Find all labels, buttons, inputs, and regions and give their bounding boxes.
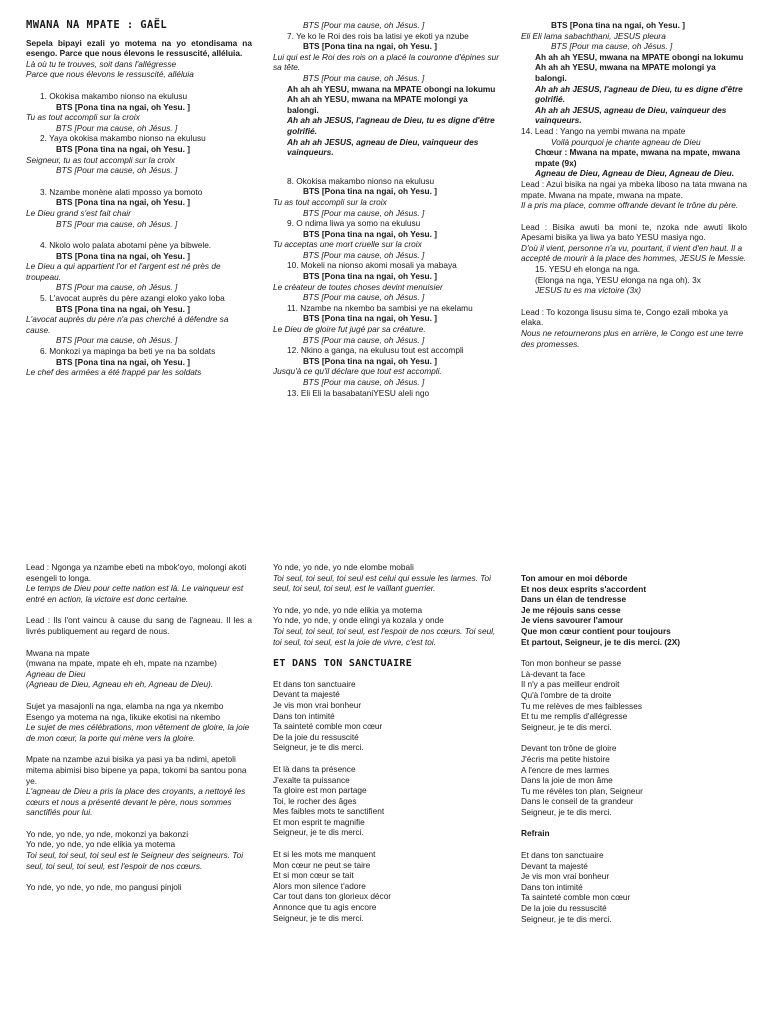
stanza-line: Dans ton intimité [273, 710, 335, 721]
verse-line: 11. Nzambe na nkembo ba sambisi ye na ekelamu [287, 302, 473, 313]
stanza-line: Et si mon cœur se tait [273, 870, 354, 881]
verse-line: 2. Yaya okokisa makambo nionso na ekulusu [40, 133, 206, 144]
stanza-line: Et nos deux esprits s'accordent [521, 583, 647, 594]
verse-translation: Voilà pourquoi je chante agneau de Dieu [551, 136, 701, 147]
verse-translation: Le chef des armées a été frappé par les soldats [26, 367, 202, 378]
verse-bts: BTS [Pona tina na ngai, oh Yesu. ] [303, 186, 437, 197]
verse-translation: L'avocat auprès du père n'a pas cherché à défendre sa cause. [26, 314, 229, 335]
column-2-bottom [273, 562, 499, 923]
refrain-translation: (Agneau de Dieu, Agneau eh eh, Agneau de Dieu). [26, 679, 214, 690]
stanza-line: Devant ton trône de gloire [521, 743, 617, 754]
chorus-line: Ah ah ah YESU, mwana na MPATE molongi ya balongi. [287, 94, 468, 115]
verse-line: 6. Monkozi ya mapinga ba beti ye na ba soldats [40, 346, 216, 357]
verse-line: 5. L'avocat auprès du père azangi eloko yako loba [40, 293, 225, 304]
verse-line: 15. YESU eh elonga na nga. [535, 264, 641, 275]
stanza-line: Et dans ton sanctuaire [273, 678, 356, 689]
stanza-line: Devant ta majesté [521, 860, 588, 871]
refrain-line: (mwana na mpate, mpate eh eh, mpate na nzambe) [26, 658, 217, 669]
verse-translation: Le Dieu de gloire fut jugé par sa créature. [273, 324, 426, 335]
chorus-line: Ah ah ah YESU, mwana na MPATE molongi ya balongi. [535, 62, 716, 83]
stanza-line: Et mon esprit te magnifie [273, 816, 365, 827]
stanza-line: Il n'y a pas meilleur endroit [521, 679, 620, 690]
stanza [273, 679, 499, 753]
stanza-line: J'écris ma petite histoire [521, 753, 610, 764]
verse-line: 7. Ye ko le Roi des rois ba latisi ye ekoti ya nzube [287, 30, 469, 41]
verse-bts: BTS [Pona tina na ngai, oh Yesu. ] [303, 355, 437, 366]
verse-translation: Le créateur de toutes choses devint menuisier [273, 281, 443, 292]
verse-line: 8. Okokisa makambo nionso na ekulusu [287, 175, 435, 186]
verse-bts-translation: BTS [Pour ma cause, oh Jésus. ] [56, 335, 178, 346]
column-1-bottom [26, 562, 252, 893]
verse-bts: BTS [Pona tina na ngai, oh Yesu. ] [303, 228, 437, 239]
verse-translation: Tu acceptas une mort cruelle sur la croix [273, 239, 422, 250]
verse-bts: BTS [Pona tina na ngai, oh Yesu. ] [56, 250, 190, 261]
stanza-line: Qu'à l'ombre de ta droite [521, 689, 612, 700]
stanza-line: Alors mon silence t'adore [273, 880, 366, 891]
verse-line: 10. Mokeli na nionso akomi mosali ya mabaya [287, 260, 457, 271]
stanza [521, 743, 747, 817]
verse-line: Yo nde, yo nde, yo nde, mo pangusi pinjoli [26, 882, 182, 893]
verse-bts: BTS [Pona tina na ngai, oh Yesu. ] [56, 356, 190, 367]
lead-translation: Nous ne retournerons plus en arrière, le Congo est une terre des promesses. [521, 328, 744, 349]
stanza-line: Car tout dans ton glorieux décor [273, 891, 392, 902]
verse-translation: L'agneau de Dieu a pris la place des croyants, a nettoyé les cœurs et nous a présenté devant le père, nous sommes sanctifiés pour lui. [26, 786, 246, 818]
stanza-line: Annonce que tu agis encore [273, 902, 377, 913]
stanza-line: Et tu me remplis d'allégresse [521, 711, 628, 722]
verse-line: Yo nde, yo nde, yo nde elikia ya motema [26, 839, 176, 850]
verse-line: Yo nde, yo nde, yo nde elikia ya motema [273, 604, 423, 615]
verse-line: Yo nde, yo nde, yo nde elombe mobali [273, 562, 414, 572]
stanza-line: Tu me révèles ton plan, Seigneur [521, 785, 643, 796]
stanza [521, 573, 747, 647]
verse-bts: BTS [Pona tina na ngai, oh Yesu. ] [303, 313, 437, 324]
verse-bts-translation: BTS [Pour ma cause, oh Jésus. ] [551, 41, 673, 52]
intro-french-line: Là où tu te trouves, soit dans l'allégresse [26, 58, 177, 69]
stanza-line: Seigneur, je te dis merci. [273, 827, 364, 838]
intro-french-line: Parce que nous élevons le ressuscité, alléluia [26, 69, 194, 80]
stanza-line: Je vis mon vrai bonheur [273, 699, 362, 710]
verse-translation: Eli Eli lama sabachthani, JESUS pleura [521, 30, 666, 41]
stanza [273, 764, 499, 838]
verse-bts-translation: BTS [Pour ma cause, oh Jésus. ] [56, 165, 178, 176]
verse-bts: BTS [Pona tina na ngai, oh Yesu. ] [303, 271, 437, 282]
verse-line: Yo nde, yo nde, yo nde, mokonzi ya bakonzi [26, 828, 189, 839]
verse-line: 14. Lead : Yango na yembi mwana na mpate [521, 125, 686, 136]
verse-translation: Le sujet de mes célébrations, mon vêtement de gloire, la joie de mon cœur, la porte qui mène vers la gloire. [26, 722, 250, 743]
verse-line: Mpate na nzambe azui bisika ya pasi ya ba ndimi, apetoli mitema abimisi biso bipene ya papa, tokomi ba santou pona ye. [26, 754, 247, 786]
stanza-line: Seigneur, je te dis merci. [521, 721, 612, 732]
stanza [521, 850, 747, 924]
lead-line: Lead : Azui bisika na ngai ya mbeka liboso na tata mwana na mpate. Mwana na mpate, mwana na mpate. [521, 178, 747, 200]
column-1-top [26, 20, 252, 378]
verse-line: 3. Nzambe monène alati mposso ya bomoto [40, 186, 203, 197]
verse-bts: BTS [Pona tina na ngai, oh Yesu. ] [56, 101, 190, 112]
verse-bts-translation: BTS [Pour ma cause, oh Jésus. ] [303, 20, 425, 30]
refrain-translation: Agneau de Dieu [26, 668, 86, 679]
stanza-line: De la joie du ressuscité [273, 731, 359, 742]
chorus-line: Ah ah ah JESUS, l'agneau de Dieu, tu es digne d'être golrifié. [287, 115, 495, 136]
refrain-heading: Refrain [521, 828, 550, 839]
column-3-top [521, 20, 747, 349]
verse-bts: BTS [Pona tina na ngai, oh Yesu. ] [303, 41, 437, 52]
verse-bts-translation: BTS [Pour ma cause, oh Jésus. ] [303, 249, 425, 260]
stanza-line: Toi, le rocher des âges [273, 795, 357, 806]
intro-lingala: Sepela bipayi ezali yo motema na yo etondisama na esengo. Parce que nous élevons le ressuscité, alléluia. [26, 37, 252, 59]
stanza-line: Seigneur, je te dis merci. [521, 913, 612, 924]
verse-bts-translation: BTS [Pour ma cause, oh Jésus. ] [56, 218, 178, 229]
stanza-line: Ton amour en moi déborde [521, 573, 628, 583]
stanza-line: Et là dans ta présence [273, 763, 356, 774]
stanza-line: Je viens savourer l'amour [521, 615, 624, 626]
verse-line: 12. Nkino a ganga, na ekulusu tout est accompli [287, 345, 464, 356]
lead-line: Lead : Bisika awuti ba moni te, nzoka nde awuti likolo Apesami bisika ya liwa ya bato YESU masiya ngo. [521, 221, 747, 243]
song-title: MWANA NA MPATE : GAËL [26, 19, 168, 31]
verse-translation: Seigneur, tu as tout accompli sur la croix [26, 154, 175, 165]
stanza-line: Dans ton intimité [521, 881, 583, 892]
lead-line: Lead : To kozonga lisusu sima te, Congo ezali mboka ya elaka. [521, 306, 728, 328]
stanza-line: Mon cœur ne peut se taire [273, 859, 371, 870]
verse-bts: BTS [Pona tina na ngai, oh Yesu. ] [551, 20, 685, 30]
verse-bts-translation: BTS [Pour ma cause, oh Jésus. ] [303, 377, 425, 387]
refrain-line: Mwana na mpate [26, 647, 90, 658]
lead-translation: Il a pris ma place, comme offrande devant le trône du père. [521, 200, 739, 211]
chorus-line: Ah ah ah YESU, mwana na MPATE obongi na lokumu [287, 83, 496, 94]
stanza-line: Seigneur, je te dis merci. [521, 806, 612, 817]
stanza-line: Et dans ton sanctuaire [521, 850, 604, 861]
verse-translation: Tu as tout accompli sur la croix [26, 112, 140, 123]
verse-line: Sujet ya masajonli na nga, elamba na nga ya nkembo Esengo ya motema na nga, likuke ekotisi na nkembo [26, 700, 224, 722]
verse-translation: Lui qui est le Roi des rois on a placé la couronne d'épines sur sa tête. [273, 51, 499, 73]
verse-line: (Elonga na nga, YESU elonga na nga oh). 3x [535, 274, 701, 285]
choeur-translation: Agneau de Dieu, Agneau de Dieu, Agneau de Dieu. [535, 168, 734, 179]
lead-line: Lead : Ils l'ont vaincu à cause du sang de l'agneau. Il les a livrés publiquement au regard de nous. [26, 615, 252, 636]
verse-translation: Toi seul, toi seul, toi seul est le Seigneur des seigneurs. Toi seul, toi seul, toi seul, est l'espoir de nos cœurs. [26, 850, 244, 871]
stanza-line: Dans un élan de tendresse [521, 594, 627, 605]
chorus-line: Ah ah ah JESUS, l'agneau de Dieu, tu es digne d'être golrifié. [535, 83, 743, 105]
stanza [521, 658, 747, 732]
chorus-line: Ah ah ah JESUS, agneau de Dieu, vainqueur des vainqueurs. [535, 104, 727, 126]
verse-line: 4. Nkolo wolo palata abotami pène ya bibwele. [40, 240, 212, 251]
stanza-line: Ta sainteté comble mon cœur [521, 892, 631, 903]
verse-bts-translation: BTS [Pour ma cause, oh Jésus. ] [56, 122, 178, 133]
stanza-line: Que mon cœur contient pour toujours [521, 625, 671, 636]
stanza-line: Dans le conseil de ta grandeur [521, 796, 634, 807]
stanza-line: Ta gloire est mon partage [273, 785, 367, 796]
stanza-line: Dans la joie de mon âme [521, 775, 613, 786]
verse-translation: Tu as tout accompli sur la croix [273, 196, 387, 207]
section-title: ET DANS TON SANCTUAIRE [273, 658, 413, 670]
verse-bts: BTS [Pona tina na ngai, oh Yesu. ] [56, 197, 190, 208]
stanza-line: Mes faibles mots te sanctifient [273, 806, 385, 817]
verse-translation: JESUS tu es ma victoire (3x) [535, 285, 642, 296]
stanza-line: Là-devant ta face [521, 668, 586, 679]
verse-bts: BTS [Pona tina na ngai, oh Yesu. ] [56, 303, 190, 314]
column-2-top [273, 20, 499, 398]
stanza-line: Seigneur, je te dis merci. [273, 912, 364, 923]
stanza-line: De la joie du ressuscité [521, 903, 607, 914]
verse-bts-translation: BTS [Pour ma cause, oh Jésus. ] [303, 334, 425, 345]
verse-bts-translation: BTS [Pour ma cause, oh Jésus. ] [303, 292, 425, 303]
verse-bts-translation: BTS [Pour ma cause, oh Jésus. ] [303, 207, 425, 218]
stanza [273, 849, 499, 923]
lead-translation: Le temps de Dieu pour cette nation est là. Le vainqueur est entré en action, la victoire est donc certaine. [26, 583, 244, 604]
stanza-line: Je me réjouis sans cesse [521, 604, 621, 615]
verse-translation: Le Dieu a qui appartient l'or et l'argent est né près de troupeau. [26, 261, 221, 282]
stanza-line: J'exalte ta puissance [273, 774, 350, 785]
stanza-line: Devant ta majesté [273, 689, 340, 700]
stanza-line: Et si les mots me manquent [273, 849, 376, 860]
verse-line: 9. O ndima liwa ya somo na ekulusu [287, 218, 421, 229]
verse-line: 1. Okokisa makambo nionso na ekulusu [40, 90, 188, 101]
stanza-line: Seigneur, je te dis merci. [273, 742, 364, 753]
verse-line: Yo nde, yo nde, y onde elingi ya kozala y onde [273, 615, 444, 626]
verse-line: 13. Eli Eli la basabataniYESU aleli ngo [287, 387, 430, 398]
verse-translation: Toi seul, toi seul, toi seul, est l'espoir de nos cœurs. Toi seul, toi seul, toi seul, est la joie de vivre, c'est toi. [273, 625, 496, 647]
column-3-bottom [521, 562, 747, 924]
stanza-line: Ton mon bonheur se passe [521, 658, 622, 669]
stanza-line: Je vis mon vrai bonheur [521, 871, 610, 882]
verse-translation: Le Dieu grand s'est fait chair [26, 207, 131, 218]
verse-bts-translation: BTS [Pour ma cause, oh Jésus. ] [303, 72, 425, 83]
stanza-line: Tu me relèves de mes faiblesses [521, 700, 642, 711]
verse-translation: Jusqu'à ce qu'il déclare que tout est accompli. [273, 366, 442, 377]
stanza-line: A l'encre de mes larmes [521, 764, 610, 775]
choeur-line: Chœur : Mwana na mpate, mwana na mpate, mwana mpate (9x) [535, 147, 741, 168]
stanza-line: Et partout, Seigneur, je te dis merci. (2X) [521, 636, 681, 647]
verse-translation: Toi seul, toi seul, toi seul est celui qui essuie les larmes. Toi seul, toi seul, toi seul, est le vaillant guerrier. [273, 572, 491, 594]
chorus-line: Ah ah ah JESUS, agneau de Dieu, vainqueur des vainqueurs. [287, 136, 479, 158]
lead-line: Lead : Ngonga ya nzambe ebeti na mbok'oyo, molongi akoti esengeli to longa. [26, 562, 247, 583]
chorus-line: Ah ah ah YESU, mwana na MPATE obongi na lokumu [535, 51, 744, 62]
lead-translation: D'où il vient, personne n'a vu, pourtant, il vient d'en haut. Il a accepté de mourir à la place des hommes, JESUS le Messie. [521, 242, 747, 264]
verse-bts-translation: BTS [Pour ma cause, oh Jésus. ] [56, 282, 178, 293]
stanza-line: Ta sainteté comble mon cœur [273, 721, 383, 732]
verse-bts: BTS [Pona tina na ngai, oh Yesu. ] [56, 143, 190, 154]
